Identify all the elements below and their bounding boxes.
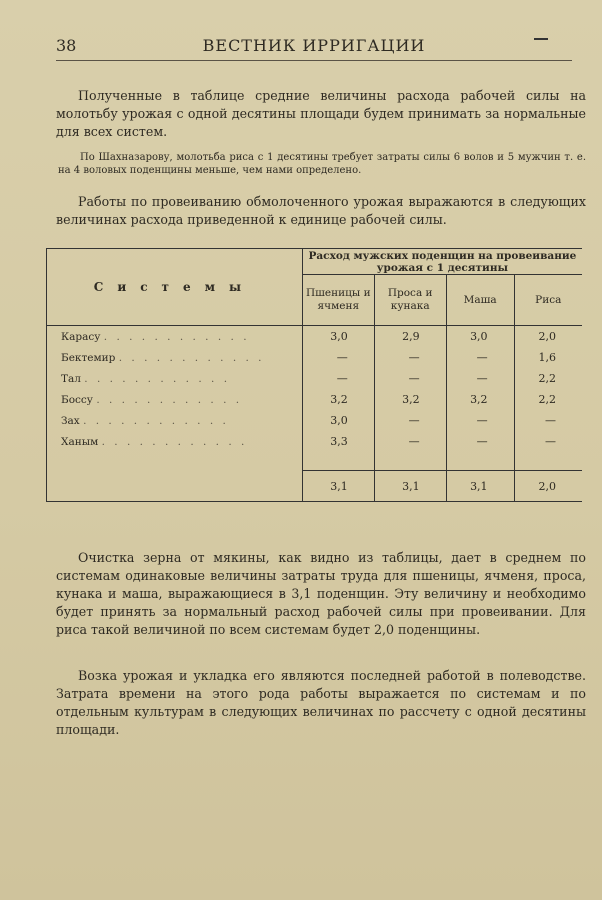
system-name: Зах <box>61 414 80 427</box>
paragraph-harvest-transport: Возка урожая и укладка его являются последней работой в полеводстве. Затрата времени на этого рода работы выражается по системам и по отдельным культурам в следующих величинах по рассчету с одной десятины площади. <box>56 667 586 737</box>
system-name: Тал <box>61 372 81 385</box>
running-title: ВЕСТНИК ИРРИГАЦИИ <box>202 36 426 55</box>
total-cell: 3,1 <box>374 471 446 502</box>
value-cell: 3,0 <box>302 326 374 348</box>
value-cell: — <box>545 435 556 448</box>
total-cell: 3,1 <box>302 471 374 502</box>
page-number: 38 <box>56 36 77 55</box>
systems-header: Системы <box>47 249 303 326</box>
group-header: Расход мужских поденщин на провеивание урожая с 1 десятины <box>302 249 582 275</box>
table-row <box>47 410 583 431</box>
dot-leader: . . . . . . . . . . . . <box>103 330 250 343</box>
value-cell: — <box>446 368 514 389</box>
value-cell: 3,2 <box>374 389 446 410</box>
system-name: Ханым <box>61 435 99 448</box>
table-row <box>47 347 583 368</box>
value-cell: 2,2 <box>538 393 556 406</box>
value-cell: — <box>545 414 556 427</box>
value-cell: 2,9 <box>374 326 446 348</box>
value-cell: — <box>446 410 514 431</box>
paragraph-grain-cleaning: Очистка зерна от мякины, как видно из таблицы, дает в среднем по системам одинаковые величины затраты труда для пшеницы, ячменя, проса, кунака и маша, выражающиеся в 3,1 поденщин. Эту величину и необходимо будет принять за нормальный расход рабочей силы при провеивании. Для риса такой величиной по всем системам будет 2,0 поденщины. <box>56 549 586 637</box>
totals-row <box>47 471 583 502</box>
total-cell: 2,0 <box>514 471 582 502</box>
column-header-millet-kunak: Проса и кунака <box>374 275 446 326</box>
paragraph-winnowing-intro: Работы по провеиванию обмолоченного урожая выражаются в следующих величинах расхода приведенной к единице рабочей силы. <box>56 193 586 227</box>
paragraph-threshing-norms: Полученные в таблице средние величины расхода рабочей силы на молотьбу урожая с одной десятины площади будем принимать за нормальные для всех систем. <box>56 87 586 139</box>
value-cell: — <box>374 410 446 431</box>
value-cell: — <box>446 347 514 368</box>
table-row <box>47 326 583 348</box>
table-row <box>47 431 583 452</box>
table-row <box>47 368 583 389</box>
column-header-mash: Маша <box>446 275 514 326</box>
footnote-shakhnazarov: По Шахназарову, молотьба риса с 1 десятины требует затраты силы 6 волов и 5 мужчин т. е. на 4 воловых поденщины меньше, чем нами определено. <box>58 152 586 176</box>
value-cell: 3,0 <box>302 410 374 431</box>
value-cell: — <box>302 347 374 368</box>
total-cell: 3,1 <box>446 471 514 502</box>
value-cell: 1,6 <box>538 351 556 364</box>
value-cell: 3,3 <box>302 431 374 452</box>
dot-leader: . . . . . . . . . . . . <box>83 414 229 427</box>
page-header <box>56 34 572 61</box>
table-spacer-row <box>47 452 583 471</box>
dot-leader: . . . . . . . . . . . . <box>118 351 265 364</box>
value-cell: — <box>374 431 446 452</box>
value-cell: — <box>374 368 446 389</box>
system-name: Боссу <box>61 393 93 406</box>
value-cell: 3,2 <box>302 389 374 410</box>
value-cell: — <box>446 431 514 452</box>
value-cell: 3,0 <box>446 326 514 348</box>
header-dash <box>534 38 548 40</box>
table-row <box>47 389 583 410</box>
column-header-wheat-barley: Пшеницы и ячменя <box>302 275 374 326</box>
winnowing-table <box>46 248 582 502</box>
value-cell: 2,2 <box>538 372 556 385</box>
value-cell: — <box>302 368 374 389</box>
dot-leader: . . . . . . . . . . . . <box>84 372 231 385</box>
dot-leader: . . . . . . . . . . . . <box>96 393 243 406</box>
value-cell: — <box>374 347 446 368</box>
dot-leader: . . . . . . . . . . . . <box>101 435 248 448</box>
value-cell: 2,0 <box>514 326 582 348</box>
value-cell: 3,2 <box>446 389 514 410</box>
system-name: Карасу <box>61 330 101 343</box>
column-header-rice: Риса <box>514 275 582 326</box>
system-name: Бектемир <box>61 351 116 364</box>
